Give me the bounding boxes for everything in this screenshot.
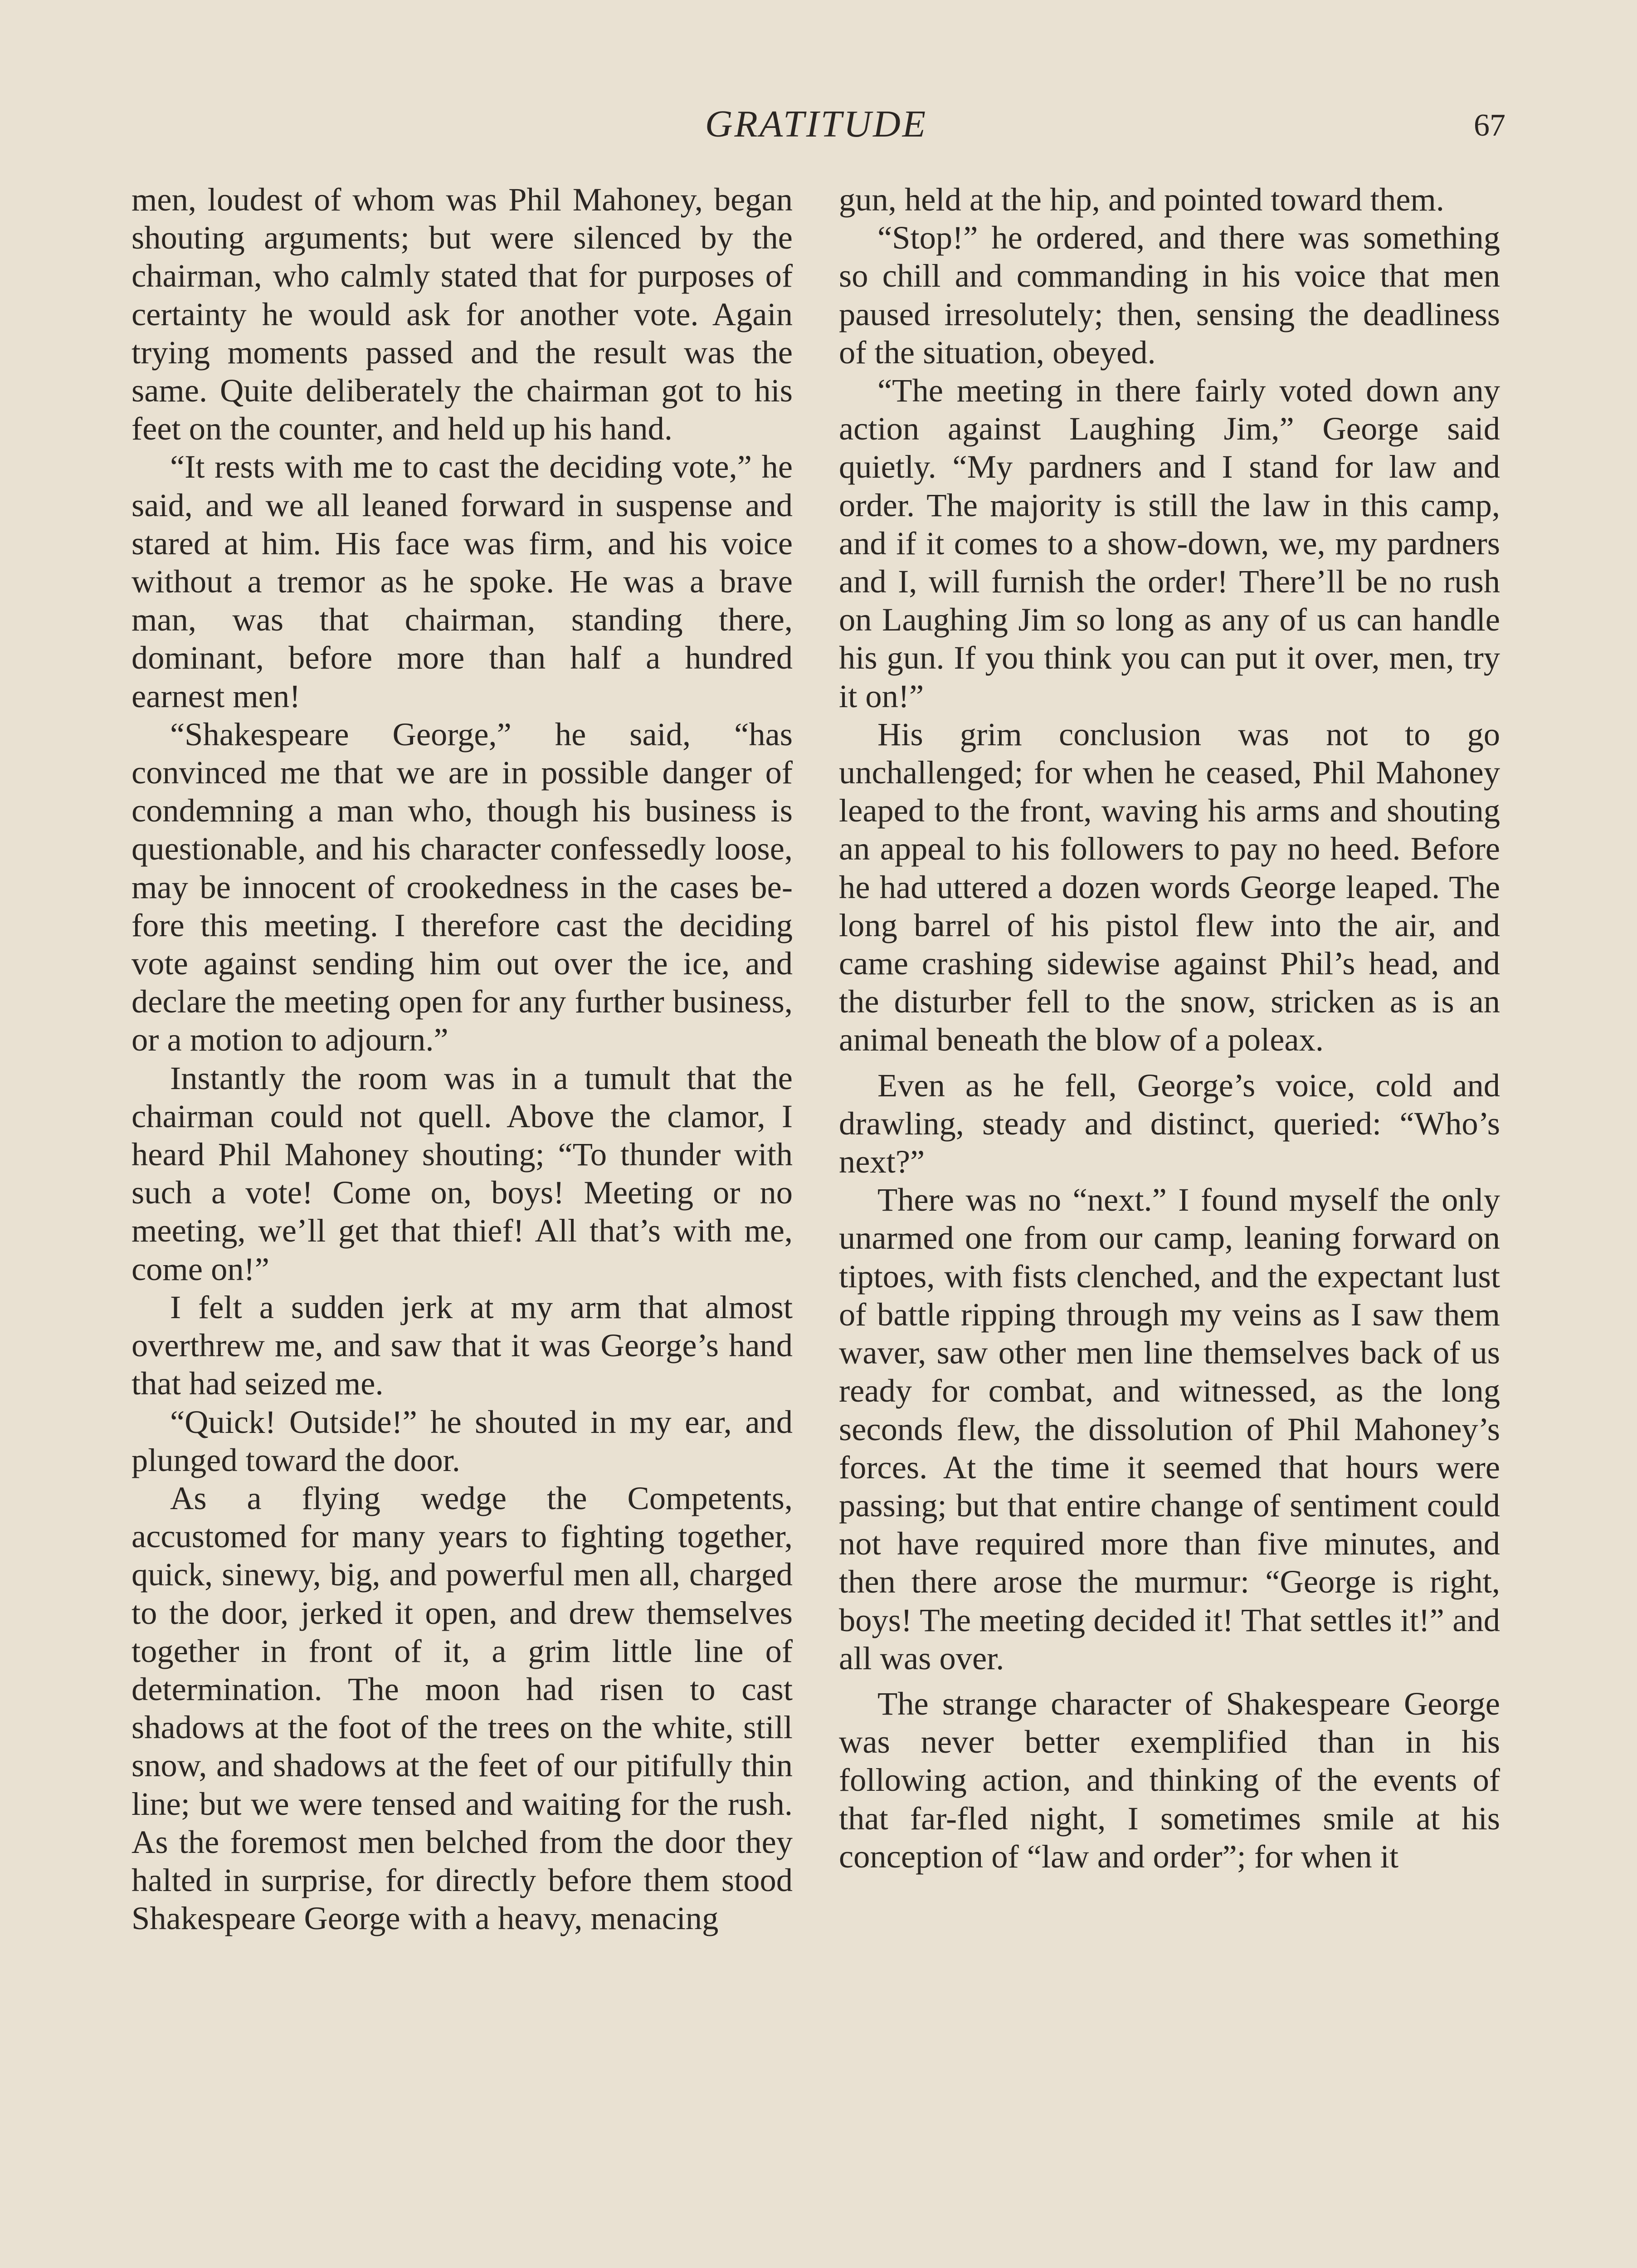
paragraph: There was no “next.” I found myself the only unarmed one from our camp, leaning forward on tiptoes, with fists clenched, and the expectant lust of battle ripping through my veins as I saw them waver, saw other men line themselves back of us ready for combat, and witnessed, as the long seconds flew, the dissolution of Phil Mahoney’s forces. At the time it seemed that hours were passing; but that entire change of sentiment could not have required more than five minutes, and then there arose the murmur: “George is right, boys! The meeting decided it! That settles it!” and all was over. [839,1181,1500,1677]
paragraph: “The meeting in there fairly voted down any action against Laughing Jim,” George said quietly. “My pardners and I stand for law and order. The majority is still the law in this camp, and if it comes to a show-down, we, my pardners and I, will furnish the order! There’ll be no rush on Laughing Jim so long as any of us can handle his gun. If you think you can put it over, men, try it on!” [839,372,1500,714]
running-header-title: GRATITUDE [705,103,928,145]
page-number: 67 [1474,108,1505,143]
paragraph: gun, held at the hip, and pointed toward them. [839,181,1444,218]
paragraph: As a flying wedge the Competents, accustomed for many years to fighting together, quick, sinewy, big, and powerful men all, charged to the door, jerked it open, and drew themselves together in front of it, a grim little line of determination. The moon had risen to cast shadows at the foot of the trees on the white, still snow, and shadows at the feet of our pitifully thin line; but we were tensed and waiting for the rush. As the foremost men belched from the door they halted in surprise, for directly before them stood Shakespeare George with a heavy, menacing [132,1479,793,1937]
left-text-column [132,181,793,1937]
paragraph: I felt a sudden jerk at my arm that almost overthrew me, and saw that it was George’s hand that had seized me. [132,1288,793,1402]
paragraph: “Stop!” he ordered, and there was something so chill and commanding in his voice that men paused irresolutely; then, sensing the deadliness of the situation, obeyed. [839,219,1500,371]
paragraph: Even as he fell, George’s voice, cold and drawling, steady and distinct, queried: “Who’s next?” [839,1066,1500,1180]
paragraph: Instantly the room was in a tumult that the chairman could not quell. Above the clamor, I heard Phil Mahoney shouting; “To thunder with such a vote! Come on, boys! Meeting or no meeting, we’ll get that thief! All that’s with me, come on!” [132,1059,793,1287]
paragraph: The strange character of Shakespeare George was never better exemplified than in his following action, and thinking of the events of that far-fled night, I sometimes smile at his conception of “law and order”; for when it [839,1685,1500,1875]
right-text-column [839,181,1500,1876]
paragraph: His grim conclusion was not to go unchallenged; for when he ceased, Phil Mahoney leaped to the front, waving his arms and shouting an appeal to his followers to pay no heed. Before he had uttered a dozen words George leaped. The long barrel of his pistol flew into the air, and came crashing sidewise against Phil’s head, and the disturber fell to the snow, stricken as is an animal beneath the blow of a poleax. [839,715,1500,1058]
paragraph: “Shakespeare George,” he said, “has convinced me that we are in possible danger of condemning a man who, though his business is questionable, and his character confessedly loose, may be innocent of crookedness in the cases before this meeting. I therefore cast the deciding vote against sending him out over the ice, and declare the meeting open for any further business, or a motion to adjourn.” [132,715,793,1058]
paragraph: “It rests with me to cast the deciding vote,” he said, and we all leaned forward in suspense and stared at him. His face was firm, and his voice without a tremor as he spoke. He was a brave man, was that chairman, standing there, dominant, before more than half a hundred earnest men! [132,448,793,714]
paragraph: men, loudest of whom was Phil Mahoney, began shouting arguments; but were silenced by the chairman, who calmly stated that for purposes of certainty he would ask for another vote. Again trying moments passed and the result was the same. Quite deliberately the chairman got to his feet on the counter, and held up his hand. [132,181,793,447]
paragraph: “Quick! Outside!” he shouted in my ear, and plunged toward the door. [132,1403,793,1478]
